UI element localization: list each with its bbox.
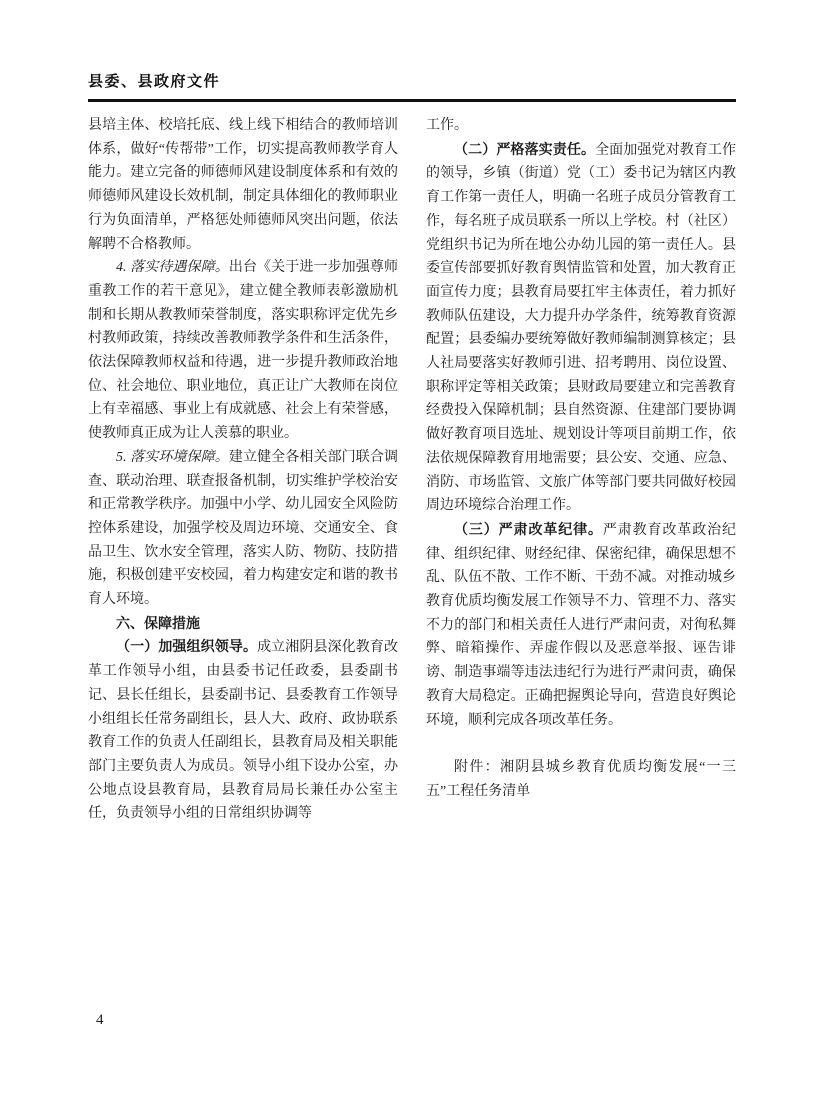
- section-heading-text: 六、保障措施: [116, 614, 200, 631]
- paragraph-item-er: [426, 138, 736, 518]
- section-heading-six: [88, 612, 398, 636]
- right-column: [426, 114, 736, 826]
- document-header: [88, 70, 736, 102]
- paragraph-text: 工作。: [426, 118, 468, 133]
- paragraph-item-5: [88, 446, 398, 612]
- paragraph-lead: 5. 落实环境保障。: [116, 449, 229, 465]
- page-number: 4: [96, 1012, 104, 1028]
- two-column-body: [88, 114, 736, 826]
- paragraph-text: 县培主体、校培托底、线上线下相结合的教师培训体系，做好“传帮带”工作，切实提高教师教学育人能力。建立完备的师德师风建设制度体系和有效的师德师风建设长效机制，制定具体细化的教师职业行为负面清单，严格惩处师德师风突出问题，依法解聘不合格教师。: [88, 118, 398, 252]
- left-column: [88, 114, 398, 826]
- attachment-text: 附件：湘阴县城乡教育优质均衡发展“一三五”工程任务清单: [426, 759, 736, 799]
- paragraph-item-4: [88, 256, 398, 446]
- paragraph-text: 严肃教育改革政治纪律、组织纪律、财经纪律、保密纪律，确保思想不乱、队伍不散、工作不断、干劲不减。对推动城乡教育优质均衡发展工作领导不力、管理不力、落实不力的部门和相关责任人进行严肃问责，对徇私舞弊、暗箱操作、弄虚作假以及恶意举报、诬告诽谤、制造事端等违法违纪行为进行严肃问责，确保教育大局稳定。正确把握舆论导向，营造良好舆论环境，顺利完成各项改革任务。: [426, 522, 737, 728]
- paragraph-lead: （三）严肃改革纪律。: [454, 520, 603, 537]
- paragraph-lead: （二）严格落实责任。: [454, 140, 596, 157]
- paragraph-text: 全面加强党对教育工作的领导，乡镇（街道）党（工）委书记为辖区内教育工作第一责任人，明确一名班子成员分管教育工作，每名班子成员联系一所以上学校。村（社区）党组织书记为所在地公办幼儿园的第一责任人。县委宣传部要抓好教育舆情监管和处置，加大教育正面宣传力度；县教育局要扛牢主体责任，着力抓好教师队伍建设，大力提升办学条件，统筹教育资源配置；县委编办要统筹做好教师编制测算核定；县人社局要落实好教师引进、招考聘用、岗位设置、职称评定等相关政策；县财政局要建立和完善教育经费投入保障机制；县自然资源、住建部门要协调做好教育项目选址、规划设计等项目前期工作，依法依规保障教育用地需要；县公安、交通、应急、消防、市场监管、文旅广体等部门要共同做好校园周边环境综合治理工作。: [426, 142, 737, 514]
- paragraph-text: 建立健全各相关部门联合调查、联动治理、联查报备机制，切实维护学校治安和正常教学秩序。加强中小学、幼儿园安全风险防控体系建设，加强学校及周边环境、交通安全、食品卫生、饮水安全管理，落实人防、物防、技防措施，积极创建平安校园，着力构建安定和谐的教书育人环境。: [88, 449, 399, 608]
- paragraph-lead: （一）加强组织领导。: [116, 638, 258, 655]
- paragraph-continuation: [426, 114, 736, 138]
- paragraph-continuation: [88, 114, 398, 256]
- paragraph-text: 成立湘阴县深化教育改革工作领导小组，由县委书记任政委，县委副书记、县长任组长，县委副书记、县委教育工作领导小组组长任常务副组长，县人大、政府、政协联系教育工作的负责人任副组长，县教育局及相关职能部门主要负责人为成员。领导小组下设办公室，办公地点设县教育局，县教育局局长兼任办公室主任，负责领导小组的日常组织协调等: [88, 640, 399, 822]
- paragraph-item-san: [426, 518, 736, 732]
- header-rule: [88, 99, 736, 102]
- paragraph-item-yi: [88, 635, 398, 826]
- attachment-note: [426, 756, 736, 803]
- header-title: 县委、县政府文件: [88, 73, 221, 90]
- paragraph-text: 出台《关于进一步加强尊师重教工作的若干意见》，建立健全教师表彰激励机制和长期从教教师荣誉制度，落实职称评定优先乡村教师政策，持续改善教师教学条件和生活条件，依法保障教师权益和待遇，进一步提升教师政治地位、社会地位、职业地位，真正让广大教师在岗位上有幸福感、事业上有成就感、社会上有荣誉感，使教师真正成为让人羡慕的职业。: [88, 260, 399, 442]
- paragraph-lead: 4. 落实待遇保障。: [116, 260, 229, 276]
